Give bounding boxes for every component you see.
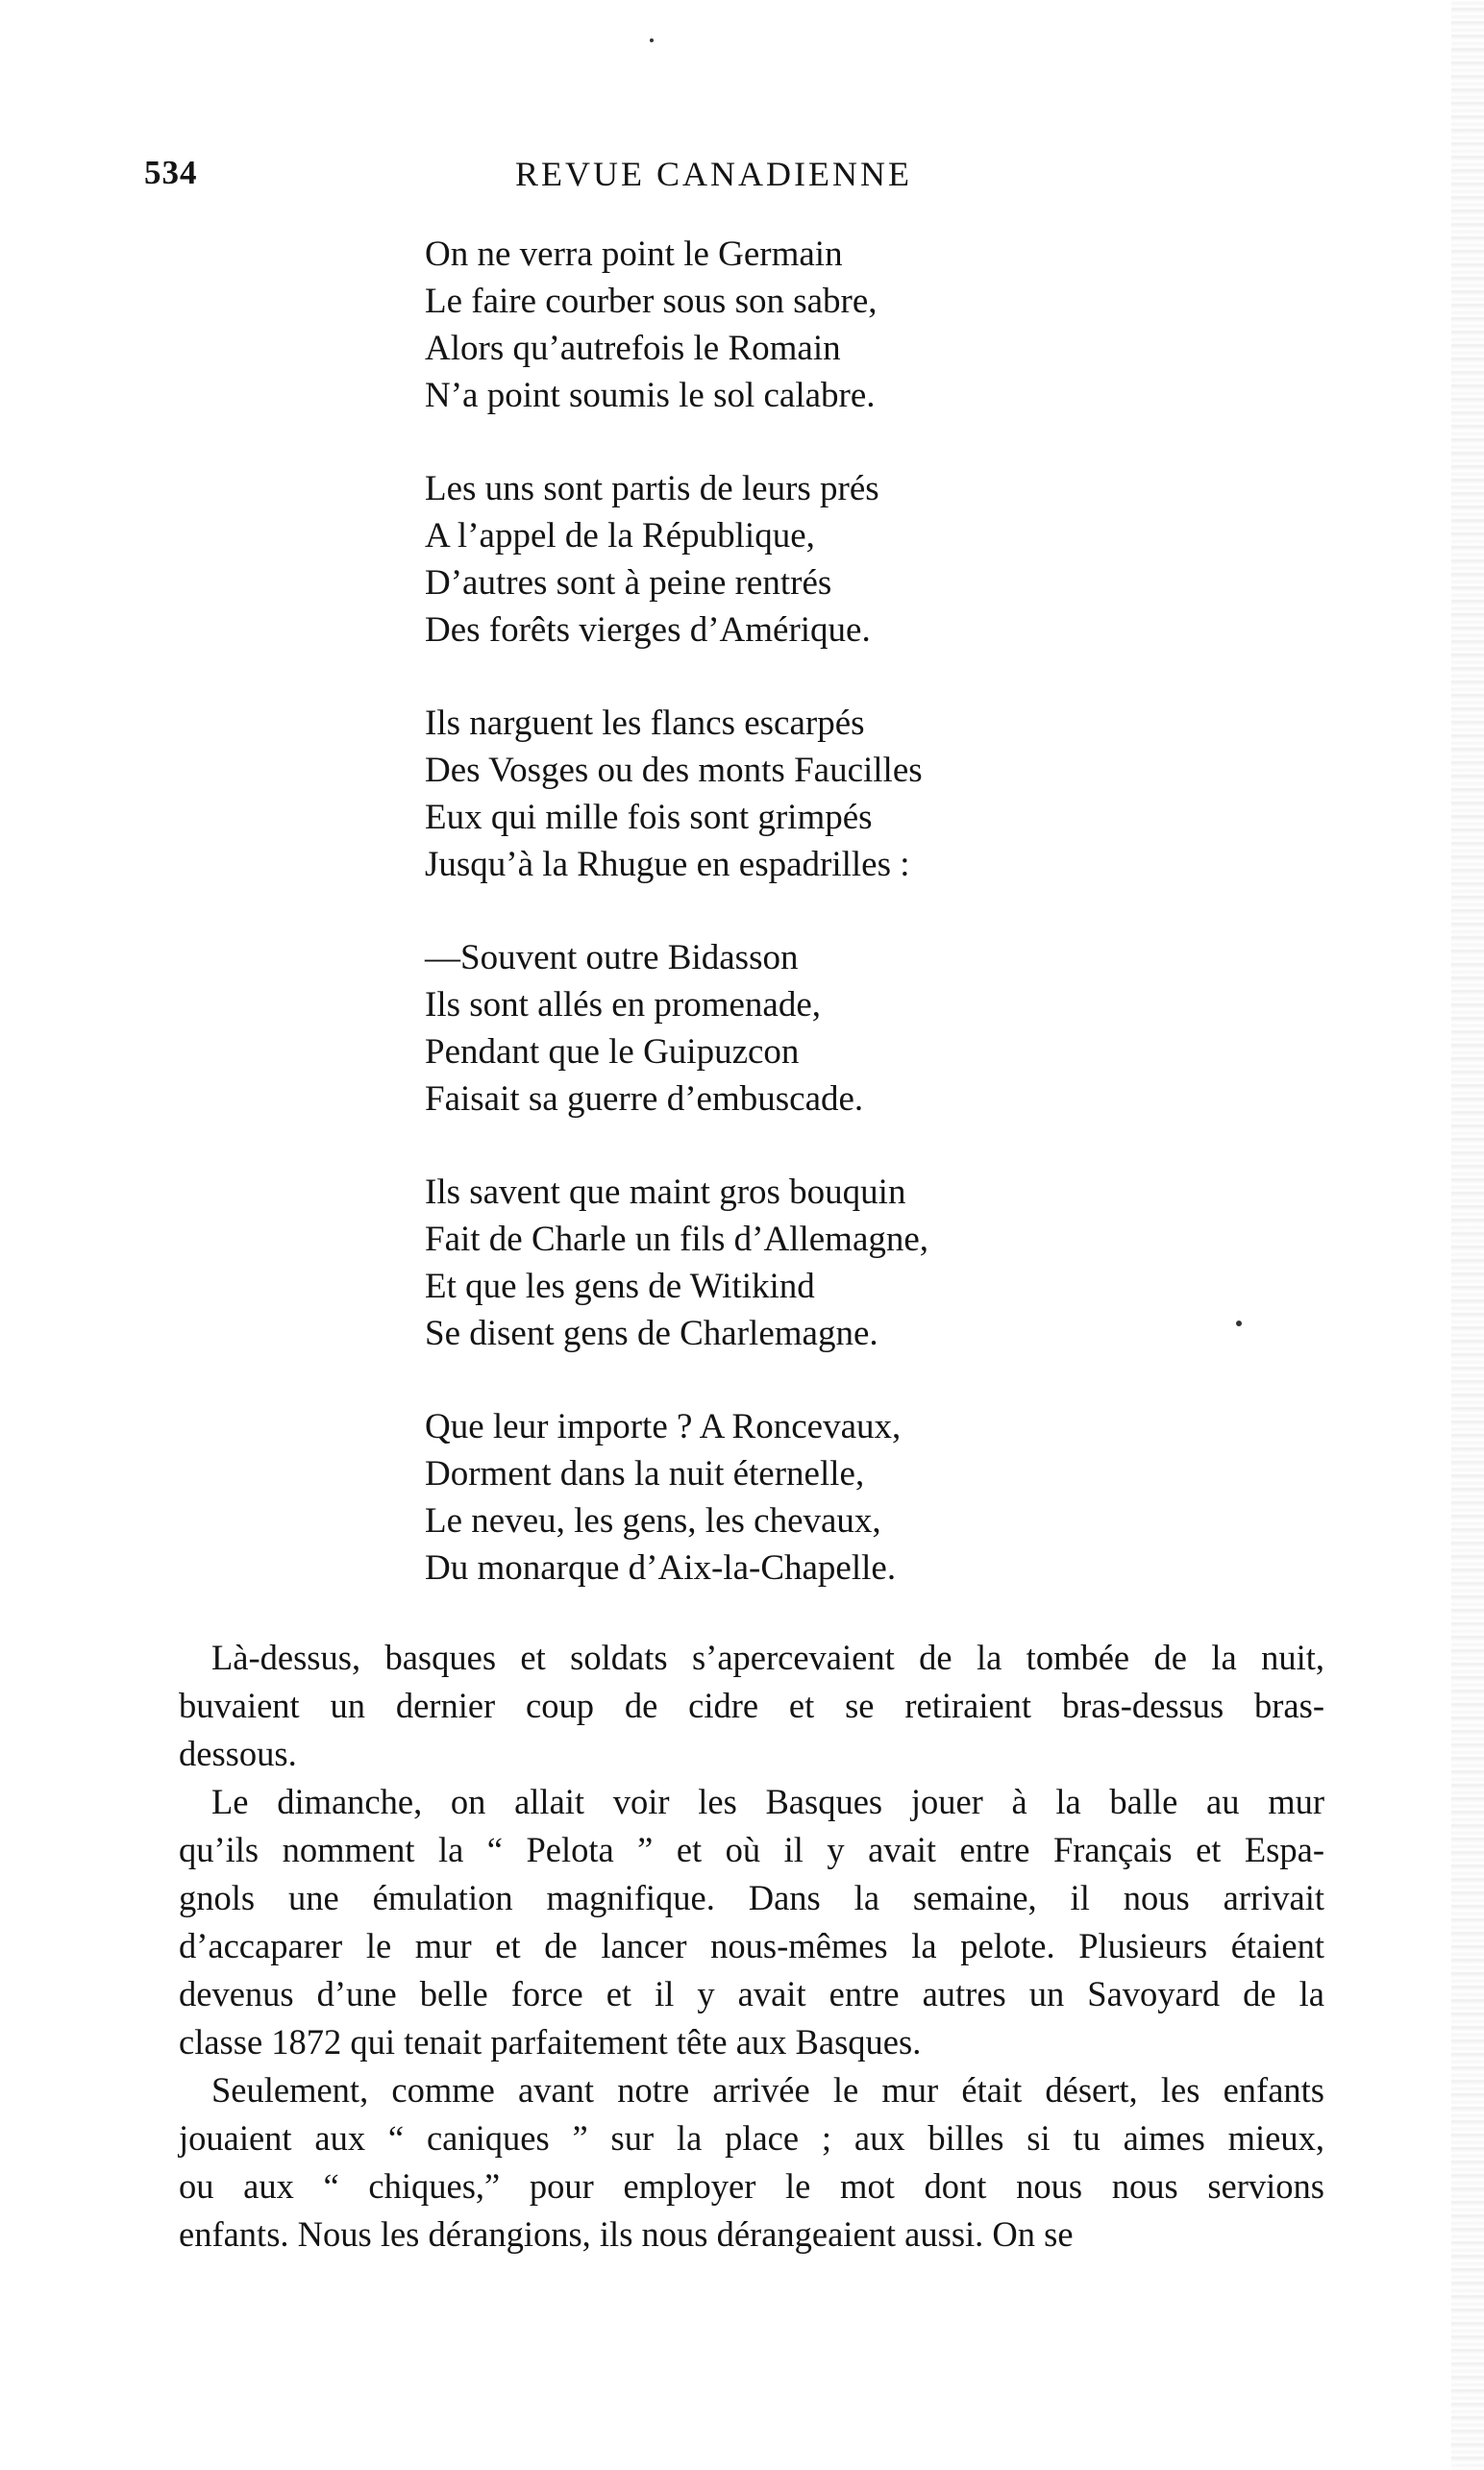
verse-line: Alors qu’autrefois le Romain — [425, 329, 841, 368]
paragraph-line: Seulement, comme avant notre arrivée le mur était désert, les enfants — [211, 2070, 1324, 2110]
verse-line: N’a point soumis le sol calabre. — [425, 376, 876, 415]
running-header — [144, 154, 961, 202]
verse-line: Pendant que le Guipuzcon — [425, 1032, 800, 1072]
paragraph-line: jouaient aux “ caniques ” sur la place ; aux billes si tu aimes mieux, — [179, 2118, 1324, 2158]
poem — [425, 231, 1040, 1592]
verse-line: Des forêts vierges d’Amérique. — [425, 610, 871, 650]
paragraph-line: qu’ils nomment la “ Pelota ” et où il y avait entre Français et Espa- — [179, 1830, 1324, 1869]
print-speck — [1236, 1321, 1242, 1326]
paragraph-line: gnols une émulation magnifique. Dans la semaine, il nous arrivait — [179, 1878, 1324, 1917]
verse-line: Faisait sa guerre d’embuscade. — [425, 1079, 864, 1119]
verse-line: Le neveu, les gens, les chevaux, — [425, 1501, 881, 1541]
verse-line: Les uns sont partis de leurs prés — [425, 469, 879, 508]
verse-line: Se disent gens de Charlemagne. — [425, 1314, 878, 1353]
verse-line: Dorment dans la nuit éternelle, — [425, 1454, 865, 1494]
paragraph — [179, 2066, 1324, 2259]
paragraph-line: classe 1872 qui tenait parfaitement tête aux Basques. — [179, 2022, 922, 2062]
verse-line: Jusqu’à la Rhugue en espadrilles : — [425, 845, 910, 884]
stanza — [425, 1169, 1040, 1357]
paragraph-line: buvaient un dernier coup de cidre et se retiraient bras-dessus bras- — [179, 1686, 1324, 1725]
verse-line: Ils savent que maint gros bouquin — [425, 1173, 906, 1212]
page-number: 534 — [144, 154, 198, 191]
paragraph-line: enfants. Nous les dérangions, ils nous dérangeaient aussi. On se — [179, 2214, 1074, 2254]
paragraph-line: ou aux “ chiques,” pour employer le mot dont nous nous servions — [179, 2166, 1324, 2206]
verse-line: D’autres sont à peine rentrés — [425, 563, 832, 603]
print-speck — [650, 38, 654, 42]
stanza — [425, 1403, 1040, 1592]
stanza — [425, 700, 1040, 888]
prose-body — [179, 1634, 1324, 2259]
verse-line: A l’appel de la République, — [425, 516, 815, 556]
scanned-page-edge — [1451, 0, 1484, 2470]
verse-line: —Souvent outre Bidasson — [425, 938, 799, 977]
stanza — [425, 465, 1040, 654]
verse-line: Ils narguent les flancs escarpés — [425, 704, 865, 743]
verse-line: Du monarque d’Aix-la-Chapelle. — [425, 1548, 897, 1588]
paragraph — [179, 1634, 1324, 1778]
paragraph-line: Là-dessus, basques et soldats s’apercevaient de la tombée de la nuit, — [211, 1638, 1324, 1677]
stanza — [425, 934, 1040, 1123]
verse-line: Ils sont allés en promenade, — [425, 985, 822, 1025]
paragraph-line: dessous. — [179, 1734, 297, 1773]
verse-line: Et que les gens de Witikind — [425, 1267, 815, 1306]
verse-line: Eux qui mille fois sont grimpés — [425, 798, 873, 837]
verse-line: Que leur importe ? A Roncevaux, — [425, 1407, 902, 1446]
running-title: REVUE CANADIENNE — [515, 155, 912, 193]
verse-line: On ne verra point le Germain — [425, 235, 843, 274]
verse-line: Fait de Charle un fils d’Allemagne, — [425, 1220, 929, 1259]
paragraph-line: d’accaparer le mur et de lancer nous-mêmes la pelote. Plusieurs étaient — [179, 1926, 1324, 1965]
verse-line: Des Vosges ou des monts Faucilles — [425, 751, 923, 790]
paragraph — [179, 1778, 1324, 2066]
paragraph-line: devenus d’une belle force et il y avait entre autres un Savoyard de la — [179, 1974, 1324, 2013]
stanza — [425, 231, 1040, 419]
verse-line: Le faire courber sous son sabre, — [425, 282, 878, 321]
paragraph-line: Le dimanche, on allait voir les Basques jouer à la balle au mur — [211, 1782, 1324, 1821]
